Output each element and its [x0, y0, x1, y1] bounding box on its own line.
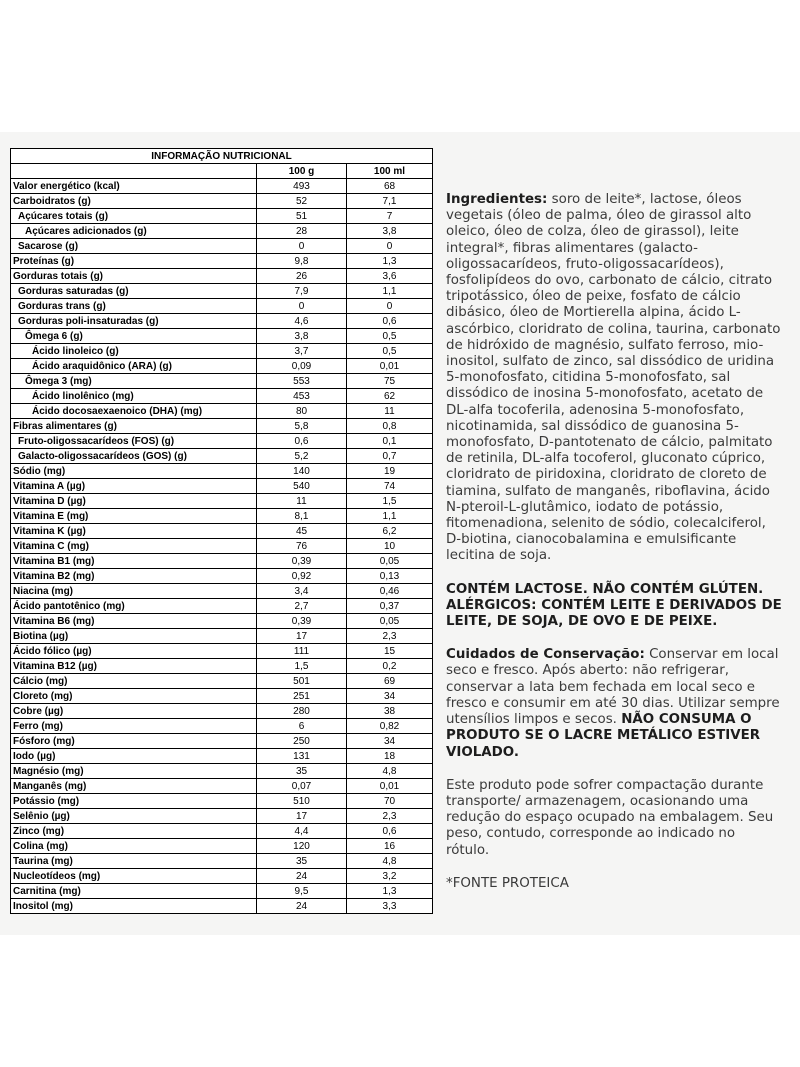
- nutrition-row: [11, 239, 433, 254]
- nutrient-name: Ômega 3 (mg): [11, 374, 257, 389]
- nutrition-row: [11, 209, 433, 224]
- nutrient-name: Fósforo (mg): [11, 734, 257, 749]
- nutrient-value-100g: 4,4: [257, 824, 347, 839]
- nutrient-value-100g: 8,1: [257, 509, 347, 524]
- nutrition-row: [11, 509, 433, 524]
- nutrition-row: [11, 299, 433, 314]
- nutrient-value-100ml: 2,3: [347, 809, 433, 824]
- nutrition-row: [11, 434, 433, 449]
- nutrition-row: [11, 449, 433, 464]
- nutrient-value-100g: 0,6: [257, 434, 347, 449]
- nutrient-value-100g: 553: [257, 374, 347, 389]
- nutrient-value-100ml: 1,1: [347, 509, 433, 524]
- nutrition-row: [11, 629, 433, 644]
- nutrient-value-100g: 17: [257, 809, 347, 824]
- nutrient-name: Vitamina B2 (mg): [11, 569, 257, 584]
- nutrition-row: [11, 614, 433, 629]
- nutrition-row: [11, 644, 433, 659]
- nutrition-row: [11, 884, 433, 899]
- nutrition-row: [11, 524, 433, 539]
- nutrient-value-100ml: 0,5: [347, 344, 433, 359]
- nutrient-name: Niacina (mg): [11, 584, 257, 599]
- ingredients-label: Ingredientes:: [446, 192, 548, 207]
- nutrient-value-100g: 0,39: [257, 614, 347, 629]
- nutrient-value-100ml: 11: [347, 404, 433, 419]
- nutrient-value-100g: 493: [257, 179, 347, 194]
- nutrient-value-100ml: 0,01: [347, 779, 433, 794]
- nutrition-header-blank: [11, 164, 257, 179]
- nutrient-name: Taurina (mg): [11, 854, 257, 869]
- nutrition-row: [11, 749, 433, 764]
- nutrient-value-100ml: 34: [347, 689, 433, 704]
- nutrient-value-100ml: 19: [347, 464, 433, 479]
- nutrient-value-100g: 140: [257, 464, 347, 479]
- nutrient-value-100ml: 0,7: [347, 449, 433, 464]
- nutrition-row: [11, 374, 433, 389]
- nutrient-name: Valor energético (kcal): [11, 179, 257, 194]
- nutrient-value-100ml: 4,8: [347, 854, 433, 869]
- nutrition-row: [11, 854, 433, 869]
- nutrient-name: Ácido araquidônico (ARA) (g): [11, 359, 257, 374]
- nutrient-value-100g: 131: [257, 749, 347, 764]
- nutrient-value-100ml: 7: [347, 209, 433, 224]
- nutrition-row: [11, 464, 433, 479]
- nutrient-value-100g: 26: [257, 269, 347, 284]
- nutrient-name: Gorduras trans (g): [11, 299, 257, 314]
- nutrient-value-100ml: 1,5: [347, 494, 433, 509]
- ingredients-paragraph: [446, 192, 782, 565]
- conservation-text: Conservar em local seco e fresco. Após aberto: não refrigerar, conservar a lata bem fechada em local seco e fresco e consumir em até 30 dias. Utilizar sempre utensílios limpos e secos.: [446, 647, 780, 728]
- nutrient-name: Cloreto (mg): [11, 689, 257, 704]
- nutrient-value-100g: 540: [257, 479, 347, 494]
- nutrient-name: Gorduras poli-insaturadas (g): [11, 314, 257, 329]
- nutrient-value-100ml: 10: [347, 539, 433, 554]
- nutrient-name: Manganês (mg): [11, 779, 257, 794]
- nutrient-value-100g: 76: [257, 539, 347, 554]
- nutrient-value-100g: 24: [257, 899, 347, 914]
- nutrient-value-100g: 250: [257, 734, 347, 749]
- nutrient-name: Ferro (mg): [11, 719, 257, 734]
- nutrient-value-100ml: 68: [347, 179, 433, 194]
- nutrition-row: [11, 554, 433, 569]
- nutrition-row: [11, 269, 433, 284]
- nutrition-row: [11, 764, 433, 779]
- nutrition-row: [11, 479, 433, 494]
- nutrition-row: [11, 344, 433, 359]
- nutrient-value-100g: 3,7: [257, 344, 347, 359]
- nutrient-value-100ml: 0,8: [347, 419, 433, 434]
- nutrient-name: Vitamina E (mg): [11, 509, 257, 524]
- nutrition-row: [11, 314, 433, 329]
- nutrient-value-100ml: 69: [347, 674, 433, 689]
- nutrient-value-100ml: 0: [347, 299, 433, 314]
- nutrient-value-100g: 35: [257, 764, 347, 779]
- nutrient-value-100ml: 0,1: [347, 434, 433, 449]
- nutrient-name: Ácido pantotênico (mg): [11, 599, 257, 614]
- nutrient-value-100ml: 0,6: [347, 314, 433, 329]
- nutrient-name: Iodo (µg): [11, 749, 257, 764]
- nutrient-value-100g: 0,92: [257, 569, 347, 584]
- nutrient-name: Magnésio (mg): [11, 764, 257, 779]
- nutrient-value-100ml: 0: [347, 239, 433, 254]
- nutrient-value-100g: 24: [257, 869, 347, 884]
- nutrient-value-100ml: 2,3: [347, 629, 433, 644]
- nutrient-value-100g: 7,9: [257, 284, 347, 299]
- nutrient-value-100ml: 38: [347, 704, 433, 719]
- nutrient-value-100ml: 1,3: [347, 884, 433, 899]
- nutrient-value-100ml: 15: [347, 644, 433, 659]
- nutrient-value-100ml: 0,01: [347, 359, 433, 374]
- nutrient-name: Fruto-oligossacarídeos (FOS) (g): [11, 434, 257, 449]
- nutrient-value-100g: 280: [257, 704, 347, 719]
- nutrient-name: Carboidratos (g): [11, 194, 257, 209]
- nutrition-row: [11, 494, 433, 509]
- nutrition-row: [11, 689, 433, 704]
- nutrition-row: [11, 734, 433, 749]
- nutrient-value-100ml: 0,13: [347, 569, 433, 584]
- nutrient-name: Galacto-oligossacarídeos (GOS) (g): [11, 449, 257, 464]
- nutrient-name: Proteínas (g): [11, 254, 257, 269]
- nutrient-value-100g: 2,7: [257, 599, 347, 614]
- nutrient-value-100g: 111: [257, 644, 347, 659]
- nutrient-value-100ml: 0,46: [347, 584, 433, 599]
- nutrient-value-100g: 0: [257, 299, 347, 314]
- nutrition-row: [11, 779, 433, 794]
- nutrient-value-100ml: 62: [347, 389, 433, 404]
- nutrient-value-100ml: 3,8: [347, 224, 433, 239]
- seal-warning: NÃO CONSUMA O PRODUTO SE O LACRE METÁLICO ESTIVER VIOLADO.: [446, 712, 761, 760]
- nutrition-row: [11, 404, 433, 419]
- nutrition-row: [11, 284, 433, 299]
- nutrient-value-100ml: 0,2: [347, 659, 433, 674]
- nutrient-value-100ml: 75: [347, 374, 433, 389]
- nutrient-name: Gorduras totais (g): [11, 269, 257, 284]
- nutrient-value-100ml: 0,05: [347, 554, 433, 569]
- nutrition-row: [11, 194, 433, 209]
- nutrient-value-100ml: 70: [347, 794, 433, 809]
- nutrient-name: Colina (mg): [11, 839, 257, 854]
- nutrient-name: Ácido linoleico (g): [11, 344, 257, 359]
- nutrition-row: [11, 839, 433, 854]
- nutrition-row: [11, 899, 433, 914]
- nutrient-value-100g: 17: [257, 629, 347, 644]
- nutrient-name: Cobre (µg): [11, 704, 257, 719]
- nutrient-value-100ml: 6,2: [347, 524, 433, 539]
- nutrient-value-100g: 9,5: [257, 884, 347, 899]
- nutrient-value-100ml: 3,6: [347, 269, 433, 284]
- nutrition-row: [11, 659, 433, 674]
- compaction-note: Este produto pode sofrer compactação durante transporte/ armazenagem, ocasionando uma redução do espaço ocupado na embalagem. Seu peso, contudo, corresponde ao indicado no rótulo.: [446, 777, 774, 858]
- nutrition-row: [11, 794, 433, 809]
- nutrient-value-100ml: 0,6: [347, 824, 433, 839]
- nutrient-value-100ml: 0,05: [347, 614, 433, 629]
- nutrient-name: Ácido linolênico (mg): [11, 389, 257, 404]
- nutrition-row: [11, 539, 433, 554]
- nutrient-value-100g: 0,07: [257, 779, 347, 794]
- nutrition-table-title-row: [11, 149, 433, 164]
- nutrient-name: Açúcares totais (g): [11, 209, 257, 224]
- nutrient-value-100g: 251: [257, 689, 347, 704]
- nutrient-name: Vitamina A (µg): [11, 479, 257, 494]
- nutrient-value-100ml: 34: [347, 734, 433, 749]
- nutrition-table-header-row: [11, 164, 433, 179]
- nutrient-name: Açúcares adicionados (g): [11, 224, 257, 239]
- nutrient-value-100g: 453: [257, 389, 347, 404]
- nutrient-value-100ml: 1,1: [347, 284, 433, 299]
- nutrient-name: Carnitina (mg): [11, 884, 257, 899]
- nutrient-value-100ml: 3,3: [347, 899, 433, 914]
- ingredients-text: soro de leite*, lactose, óleos vegetais (óleo de palma, óleo de girassol alto oleico, óleo de colza, óleo de girassol), leite integral*, fibras alimentares (galacto-oligossacarídeos, fruto-oligossacarídeos), fosfolipídeos do ovo, carbonato de cálcio, citrato tripotássico, óleo de peixe, fosfato de cálcio dibásico, óleo de Mortierella alpina, ácido L-ascórbico, cloridrato de colina, taurina, carbonato de hidróxido de magnésio, sulfato ferroso, mio-inositol, sulfato de zinco, sal dissódico de uridina 5-monofosfato, citidina 5-monofosfato, sal dissódico de inosina 5-monofosfato, acetato de DL-alfa tocoferila, adenosina 5-monofosfato, nicotinamida, sal dissódico de guanosina 5-monofosfato, D-pantotenato de cálcio, palmitato de retinila, DL-alfa tocoferol, gluconato cúprico, cloridrato de piridoxina, cloridrato de cloreto de tiamina, sulfato de manganês, riboflavina, ácido N-pteroil-L-glutâmico, iodato de potássio, fitomenadiona, selenito de sódio, colecalciferol, D-biotina, cianocobalamina e emulsificante lecitina de soja.: [446, 192, 781, 564]
- nutrition-table: [10, 148, 433, 914]
- nutrient-name: Nucleotídeos (mg): [11, 869, 257, 884]
- nutrient-name: Selênio (µg): [11, 809, 257, 824]
- nutrient-value-100ml: 18: [347, 749, 433, 764]
- nutrient-value-100g: 3,4: [257, 584, 347, 599]
- nutrient-name: Vitamina D (µg): [11, 494, 257, 509]
- nutrient-value-100g: 45: [257, 524, 347, 539]
- nutrient-value-100g: 6: [257, 719, 347, 734]
- nutrient-value-100g: 0,39: [257, 554, 347, 569]
- nutrient-value-100g: 35: [257, 854, 347, 869]
- nutrient-name: Gorduras saturadas (g): [11, 284, 257, 299]
- nutrient-name: Vitamina B6 (mg): [11, 614, 257, 629]
- protein-source-footnote: *FONTE PROTEICA: [446, 875, 569, 891]
- nutrient-value-100g: 1,5: [257, 659, 347, 674]
- nutrition-row: [11, 419, 433, 434]
- nutrient-value-100g: 80: [257, 404, 347, 419]
- nutrient-name: Sacarose (g): [11, 239, 257, 254]
- nutrient-name: Vitamina K (µg): [11, 524, 257, 539]
- nutrient-value-100g: 28: [257, 224, 347, 239]
- nutrition-row: [11, 584, 433, 599]
- nutrition-row: [11, 224, 433, 239]
- nutrition-row: [11, 869, 433, 884]
- nutrient-value-100ml: 0,82: [347, 719, 433, 734]
- nutrient-name: Zinco (mg): [11, 824, 257, 839]
- nutrient-name: Fibras alimentares (g): [11, 419, 257, 434]
- nutrition-row: [11, 674, 433, 689]
- nutrient-name: Biotina (µg): [11, 629, 257, 644]
- nutrient-value-100ml: 4,8: [347, 764, 433, 779]
- nutrient-name: Inositol (mg): [11, 899, 257, 914]
- nutrition-header-100g: 100 g: [257, 164, 347, 179]
- nutrient-name: Cálcio (mg): [11, 674, 257, 689]
- nutrition-row: [11, 824, 433, 839]
- nutrition-row: [11, 254, 433, 269]
- nutrient-value-100ml: 7,1: [347, 194, 433, 209]
- nutrient-value-100g: 0: [257, 239, 347, 254]
- nutrient-name: Vitamina C (mg): [11, 539, 257, 554]
- nutrient-value-100ml: 3,2: [347, 869, 433, 884]
- nutrient-value-100g: 9,8: [257, 254, 347, 269]
- nutrition-header-100ml: 100 ml: [347, 164, 433, 179]
- nutrient-name: Ácido fólico (µg): [11, 644, 257, 659]
- nutrition-row: [11, 329, 433, 344]
- conservation-label: Cuidados de Conservação:: [446, 647, 645, 663]
- nutrient-value-100g: 3,8: [257, 329, 347, 344]
- nutrition-row: [11, 179, 433, 194]
- ingredients-panel: [446, 192, 782, 909]
- nutrient-value-100g: 501: [257, 674, 347, 689]
- nutrition-row: [11, 599, 433, 614]
- nutrient-name: Ácido docosaexaenoico (DHA) (mg): [11, 404, 257, 419]
- nutrient-name: Vitamina B1 (mg): [11, 554, 257, 569]
- nutrient-value-100ml: 0,5: [347, 329, 433, 344]
- nutrition-row: [11, 569, 433, 584]
- nutrient-value-100g: 120: [257, 839, 347, 854]
- nutrition-table-title: INFORMAÇÃO NUTRICIONAL: [11, 149, 433, 164]
- conservation-paragraph: [446, 647, 782, 760]
- nutrient-name: Ômega 6 (g): [11, 329, 257, 344]
- nutrient-value-100ml: 1,3: [347, 254, 433, 269]
- nutrient-value-100g: 0,09: [257, 359, 347, 374]
- nutrient-value-100ml: 0,37: [347, 599, 433, 614]
- nutrient-value-100g: 510: [257, 794, 347, 809]
- allergen-warning: CONTÉM LACTOSE. NÃO CONTÉM GLÚTEN. ALÉRGICOS: CONTÉM LEITE E DERIVADOS DE LEITE, DE SOJA, DE OVO E DE PEIXE.: [446, 581, 782, 630]
- nutrition-row: [11, 704, 433, 719]
- nutrient-value-100g: 52: [257, 194, 347, 209]
- nutrition-row: [11, 809, 433, 824]
- nutrient-value-100g: 4,6: [257, 314, 347, 329]
- nutrient-value-100g: 11: [257, 494, 347, 509]
- nutrient-name: Potássio (mg): [11, 794, 257, 809]
- nutrient-value-100g: 51: [257, 209, 347, 224]
- nutrient-value-100g: 5,8: [257, 419, 347, 434]
- nutrient-name: Sódio (mg): [11, 464, 257, 479]
- nutrition-row: [11, 389, 433, 404]
- nutrient-value-100g: 5,2: [257, 449, 347, 464]
- nutrient-value-100ml: 74: [347, 479, 433, 494]
- nutrition-row: [11, 719, 433, 734]
- nutrient-value-100ml: 16: [347, 839, 433, 854]
- nutrient-name: Vitamina B12 (µg): [11, 659, 257, 674]
- nutrition-row: [11, 359, 433, 374]
